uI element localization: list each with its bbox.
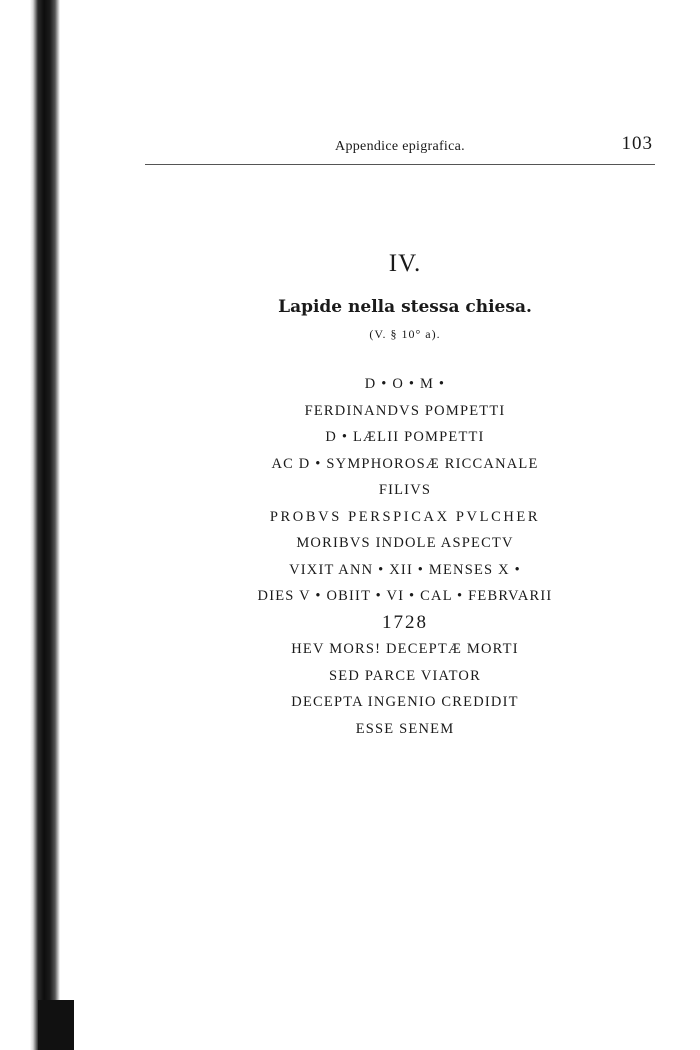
inscription-year: 1728	[382, 611, 428, 633]
page-header	[145, 135, 655, 163]
inscription-line: ESSE SENEM	[355, 720, 455, 737]
inscription-line: D • O • M •	[364, 376, 446, 392]
inscription-line: HEV MORS! DECEPTÆ MORTI	[291, 641, 519, 657]
page-number: 103	[621, 133, 653, 154]
header-rule	[145, 164, 655, 165]
inscription-line: VIXIT ANN • XII • MENSES X •	[289, 561, 521, 578]
running-title: Appendice epigrafica.	[335, 139, 465, 154]
section-reference: (V. § 10° a).	[369, 327, 441, 341]
inscription-line: MORIBVS INDOLE ASPECTV	[296, 535, 514, 551]
inscription-line: FERDINANDVS POMPETTI	[304, 402, 506, 419]
page-binding-edge	[0, 0, 60, 1050]
inscription-line: DIES V • OBIIT • VI • CAL • FEBRVARII	[257, 588, 553, 604]
page-binding-shadow	[38, 1000, 74, 1050]
inscription-line: D • LÆLII POMPETTI	[325, 429, 485, 445]
inscription-line: AC D • SYMPHOROSÆ RICCANALE	[271, 455, 539, 472]
inscription-line: PROBVS PERSPICAX PVLCHER	[269, 508, 541, 525]
inscription-line: SED PARCE VIATOR	[329, 667, 481, 684]
inscription-line: DECEPTA INGENIO CREDIDIT	[291, 694, 519, 710]
inscription-line: FILIVS	[378, 482, 432, 498]
inscription-text	[145, 371, 665, 742]
section-title: Lapide nella stessa chiesa.	[278, 297, 532, 317]
section-numeral: IV.	[388, 250, 422, 277]
